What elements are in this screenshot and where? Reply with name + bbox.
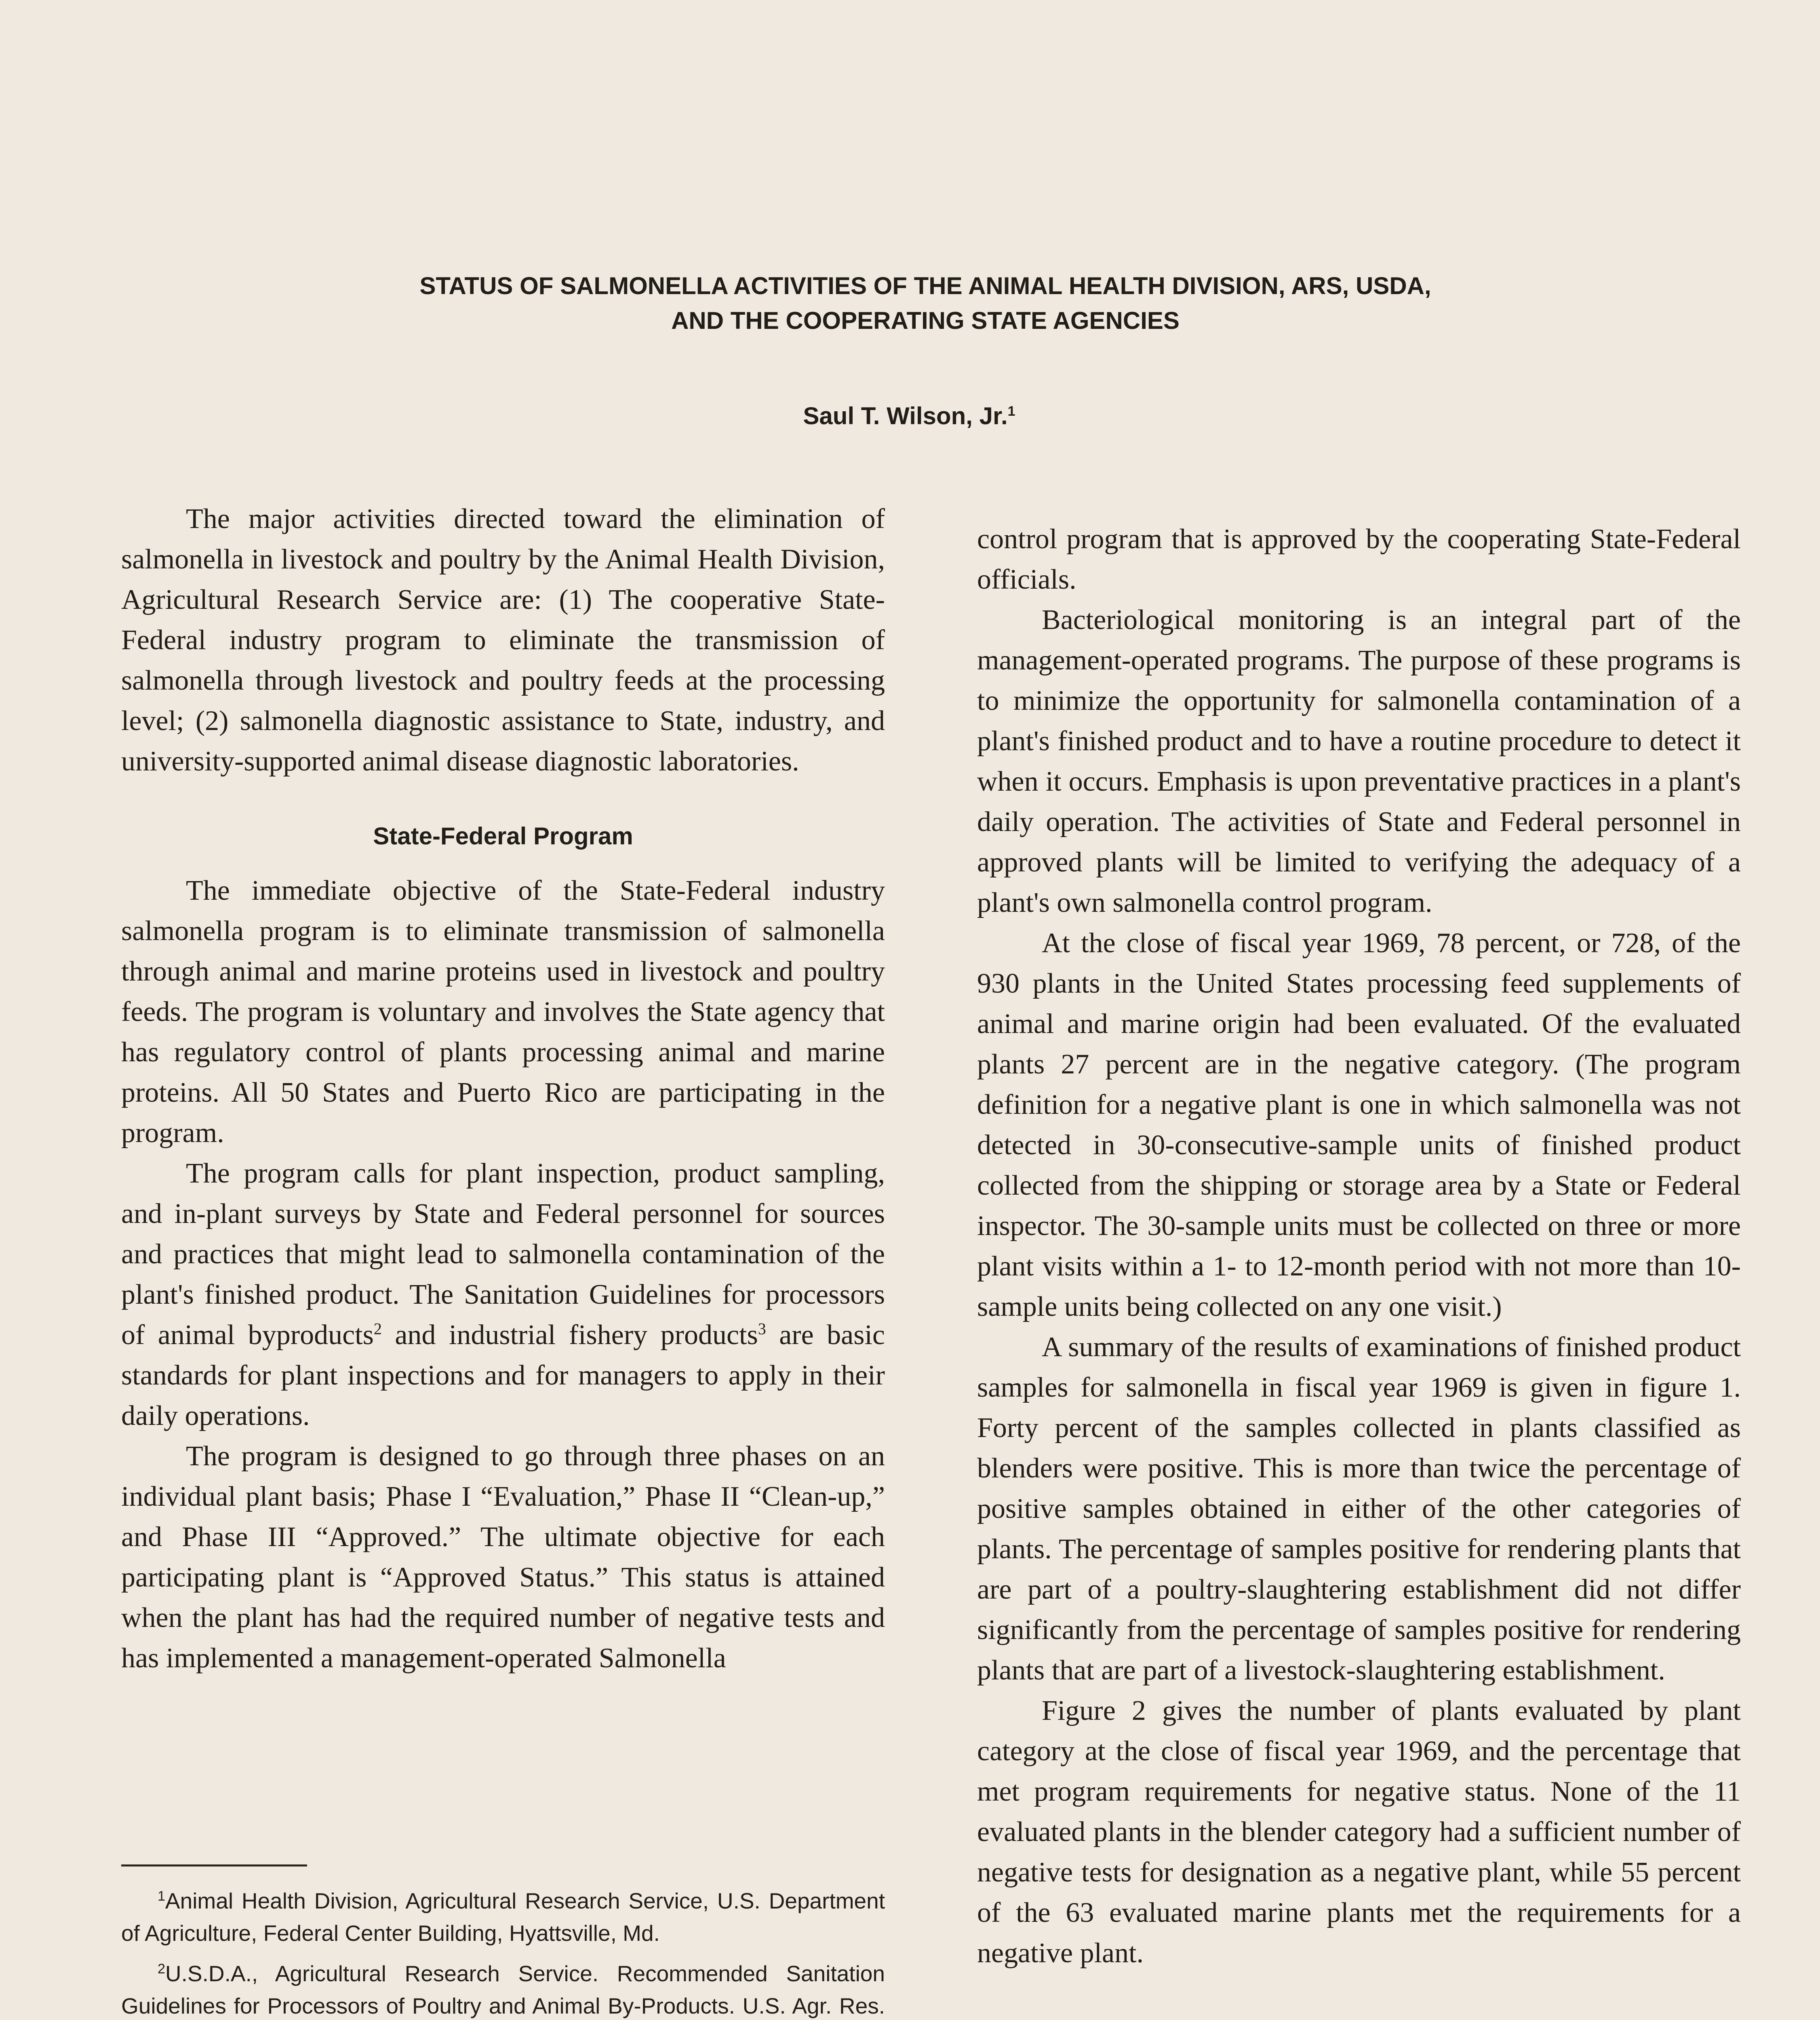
program-objective-paragraph: The immediate objective of the State-Federal industry salmonella program is to eliminate transmission of salmonella through animal and marine proteins used in livestock and poultry feeds. The program is voluntary and involves the State agency that has regulatory control of plants processing animal and marine proteins. All 50 States and Puerto Rico are participating in the program. [121,875,885,1149]
footnote-2-text: U.S.D.A., Agricultural Research Service. Recommended Sanitation Guidelines for Processors of Poultry and Animal By-Products. U.S. Agr. Res. [121,1961,885,2018]
footnote-1-mark: 1 [158,1888,165,1904]
footnotes [121,1885,885,2020]
intro-paragraph: The major activities directed toward the elimination of salmonella in livestock and poultry by the Animal Health Division, Agricultural Research Service are: (1) The cooperative State-Federal industry program to eliminate the transmission of salmonella through livestock and poultry feeds at the processing level; (2) salmonella diagnostic assistance to State, industry, and university-supported animal disease diagnostic laboratories. [121,503,885,777]
article-title [238,269,1612,338]
author-footnote-mark: 1 [1007,404,1015,419]
figure-2-summary-paragraph: Figure 2 gives the number of plants evaluated by plant category at the close of fiscal year 1969, and the percentage that met program requirements for negative status. None of the 11 evaluated plants in the blender category had a sufficient number of negative tests for designation as a negative plant, while 55 percent of the 63 evaluated marine plants met the requirements for a negative plant. [977,1695,1741,1969]
author-name: Saul T. Wilson, Jr. [803,402,1008,429]
footnote-divider [121,1864,307,1866]
footnote-ref-2: 2 [373,1319,382,1338]
footnote-2 [121,1957,885,2020]
author-byline [687,400,1131,432]
left-column [121,499,885,1679]
program-phases-paragraph: The program is designed to go through three phases on an individual plant basis; Phase I “Evaluation,” Phase II “Clean-up,” and Phase III “Approved.” The ultimate objective for each participating plant is “Approved Status.” This status is attained when the plant has had the required number of negative tests and has implemented a management-operated Salmonella [121,1441,885,1674]
article-title-line-1: STATUS OF SALMONELLA ACTIVITIES OF THE ANIMAL HEALTH DIVISION, ARS, USDA, [419,272,1431,299]
inspection-text-part-2: and industrial fishery products [381,1319,758,1351]
footnote-1-text: Animal Health Division, Agricultural Research Service, U.S. Department of Agriculture, Federal Center Building, Hyattsville, Md. [121,1888,885,1946]
fiscal-year-status-paragraph: At the close of fiscal year 1969, 78 percent, or 728, of the 930 plants in the United States processing feed supplements of animal and marine origin had been evaluated. Of the evaluated plants 27 percent are in the negative category. (The program definition for a negative plant is one in which salmonella was not detected in 30-consecutive-sample units of finished product collected from the shipping or storage area by a State or Federal inspector. The 30-sample units must be collected on three or more plant visits within a 1- to 12-month period with not more than 10-sample units being collected on any one visit.) [977,928,1741,1322]
figure-1-summary-paragraph: A summary of the results of examinations of finished product samples for salmonella in fiscal year 1969 is given in figure 1. Forty percent of the samples collected in plants classified as blenders were positive. This is more than twice the percentage of positive samples obtained in either of the other categories of plants. The percentage of samples positive for rendering plants that are part of a poultry-slaughtering establishment did not differ significantly from the percentage of samples positive for rendering plants that are part of a livestock-slaughtering establishment. [977,1332,1741,1686]
monitoring-paragraph: Bacteriological monitoring is an integral part of the management-operated programs. The purpose of these programs is to minimize the opportunity for salmonella contamination of a plant's finished product and to have a routine procedure to detect it when it occurs. Emphasis is upon preventative practices in a plant's daily operation. The activities of State and Federal personnel in approved plants will be limited to verifying the adequacy of a plant's own salmonella control program. [977,604,1741,918]
footnote-1 [121,1885,885,1949]
inspection-text-part-3: are basic standards for plant inspections and for managers to apply in their daily operations. [121,1319,885,1431]
inspection-text-part-1: The program calls for plant inspection, product sampling, and in-plant surveys by State and Federal personnel for sources and practices that might lead to salmonella contamination of the plant's finished product. The Sanitation Guidelines for processors of animal byproducts [121,1158,885,1351]
program-inspection-paragraph [121,1153,885,1436]
section-heading-state-federal-program: State-Federal Program [373,823,633,850]
footnote-ref-3: 3 [758,1319,766,1338]
right-column [977,519,1741,1974]
article-title-line-2: AND THE COOPERATING STATE AGENCIES [671,307,1180,334]
footnote-2-mark: 2 [158,1961,165,1977]
continuation-paragraph: control program that is approved by the cooperating State-Federal officials. [977,524,1741,595]
